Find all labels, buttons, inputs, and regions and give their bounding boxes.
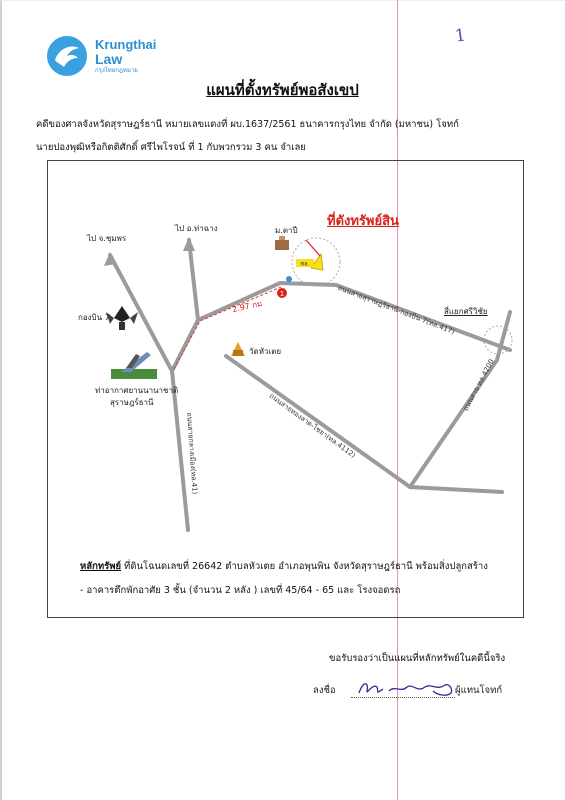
road-temple xyxy=(226,356,502,492)
label-battalion: กองบิน 7 xyxy=(78,313,110,322)
svg-text:ทล.: ทล. xyxy=(300,261,310,268)
logo-law: Law xyxy=(95,51,123,67)
label-university: ม.ตาปี xyxy=(275,226,298,235)
marker-number: 1 xyxy=(279,290,285,298)
road-main xyxy=(172,283,510,371)
label-junction: สี่แยกศรีวิชัย xyxy=(444,307,488,316)
asset-line-1 xyxy=(80,559,488,574)
label-road-main: ถนนสายสุราษฎร์ธานี-กองบิน 7(ทล.417) xyxy=(336,283,456,336)
label-distance: 2.97 กม xyxy=(231,298,264,315)
page-number: 1 xyxy=(453,25,468,47)
property-location-label: ที่ดังทรัพย์สิน xyxy=(327,214,399,229)
signature-row xyxy=(313,679,543,709)
handwritten-signature-icon xyxy=(353,675,463,701)
label-road-temple: ถนนสายทองลาด-ไชยา(ทล.4112) xyxy=(267,391,357,460)
sign-role: ผู้แทนโจทก์ xyxy=(455,685,503,696)
label-road-left: ถนนสายกลางเมือง(ทล.41) xyxy=(185,412,199,495)
sign-label: ลงชื่อ xyxy=(313,685,336,696)
asset-heading: หลักทรัพย์ xyxy=(80,561,122,572)
label-temple: วัดหัวเตย xyxy=(249,347,282,356)
road-right-south xyxy=(410,312,510,487)
airport-icon xyxy=(111,352,157,379)
garuda-emblem-icon xyxy=(106,306,138,330)
pointer-line xyxy=(306,240,320,256)
page-title: แผนที่ตั้งทรัพย์พอสังเขป xyxy=(206,81,359,99)
case-line-2: นายปองพุฒิหรือกิตติศักดิ์ ศรีไพโรจน์ ที่ 1 กับพวกรวม 3 คน จำเลย xyxy=(36,142,306,153)
label-road-right: ถนนสาย ทล.4200 xyxy=(461,357,496,413)
case-line-1: คดีของศาลจังหวัดสุราษฎร์ธานี หมายเลขแดงที่ ผบ.1637/2561 ธนาคารกรุงไทย จำกัด (มหาชน) โจทก์ xyxy=(36,119,459,130)
road-to-tha-chang xyxy=(189,240,198,320)
asset-line-2: - อาคารตึกพักอาศัย 3 ชั้น (จำนวน 2 หลัง ) เลขที่ 45/64 - 65 และ โรงจอดรถ xyxy=(80,585,401,596)
location-dot-icon xyxy=(286,276,292,282)
logo-brand: Krungthai xyxy=(95,37,157,52)
logo-subtitle: กรุงไทยกฎหมาย xyxy=(95,67,138,74)
label-airport-2: สุราษฎร์ธานี xyxy=(110,398,154,407)
university-building-icon xyxy=(275,240,289,250)
asset-detail-1: ที่ดินโฉนดเลขที่ 26642 ตำบลหัวเตย อำเภอพุนพิน จังหวัดสุราษฎร์ธานี พร้อมสิ่งปลูกสร้าง xyxy=(121,561,488,572)
label-to-chumphon: ไป จ.ชุมพร xyxy=(87,234,127,243)
certification-text: ขอรับรองว่าเป็นแผนที่หลักทรัพย์ในคดีนี้จริง xyxy=(329,653,506,664)
arrow-tha-chang-icon xyxy=(183,237,195,251)
temple-icon xyxy=(231,342,245,356)
label-to-tha-chang: ไป อ.ท่าฉาง xyxy=(175,224,218,233)
label-airport-1: ท่าอากาศยานนานาชาติ xyxy=(95,386,179,395)
